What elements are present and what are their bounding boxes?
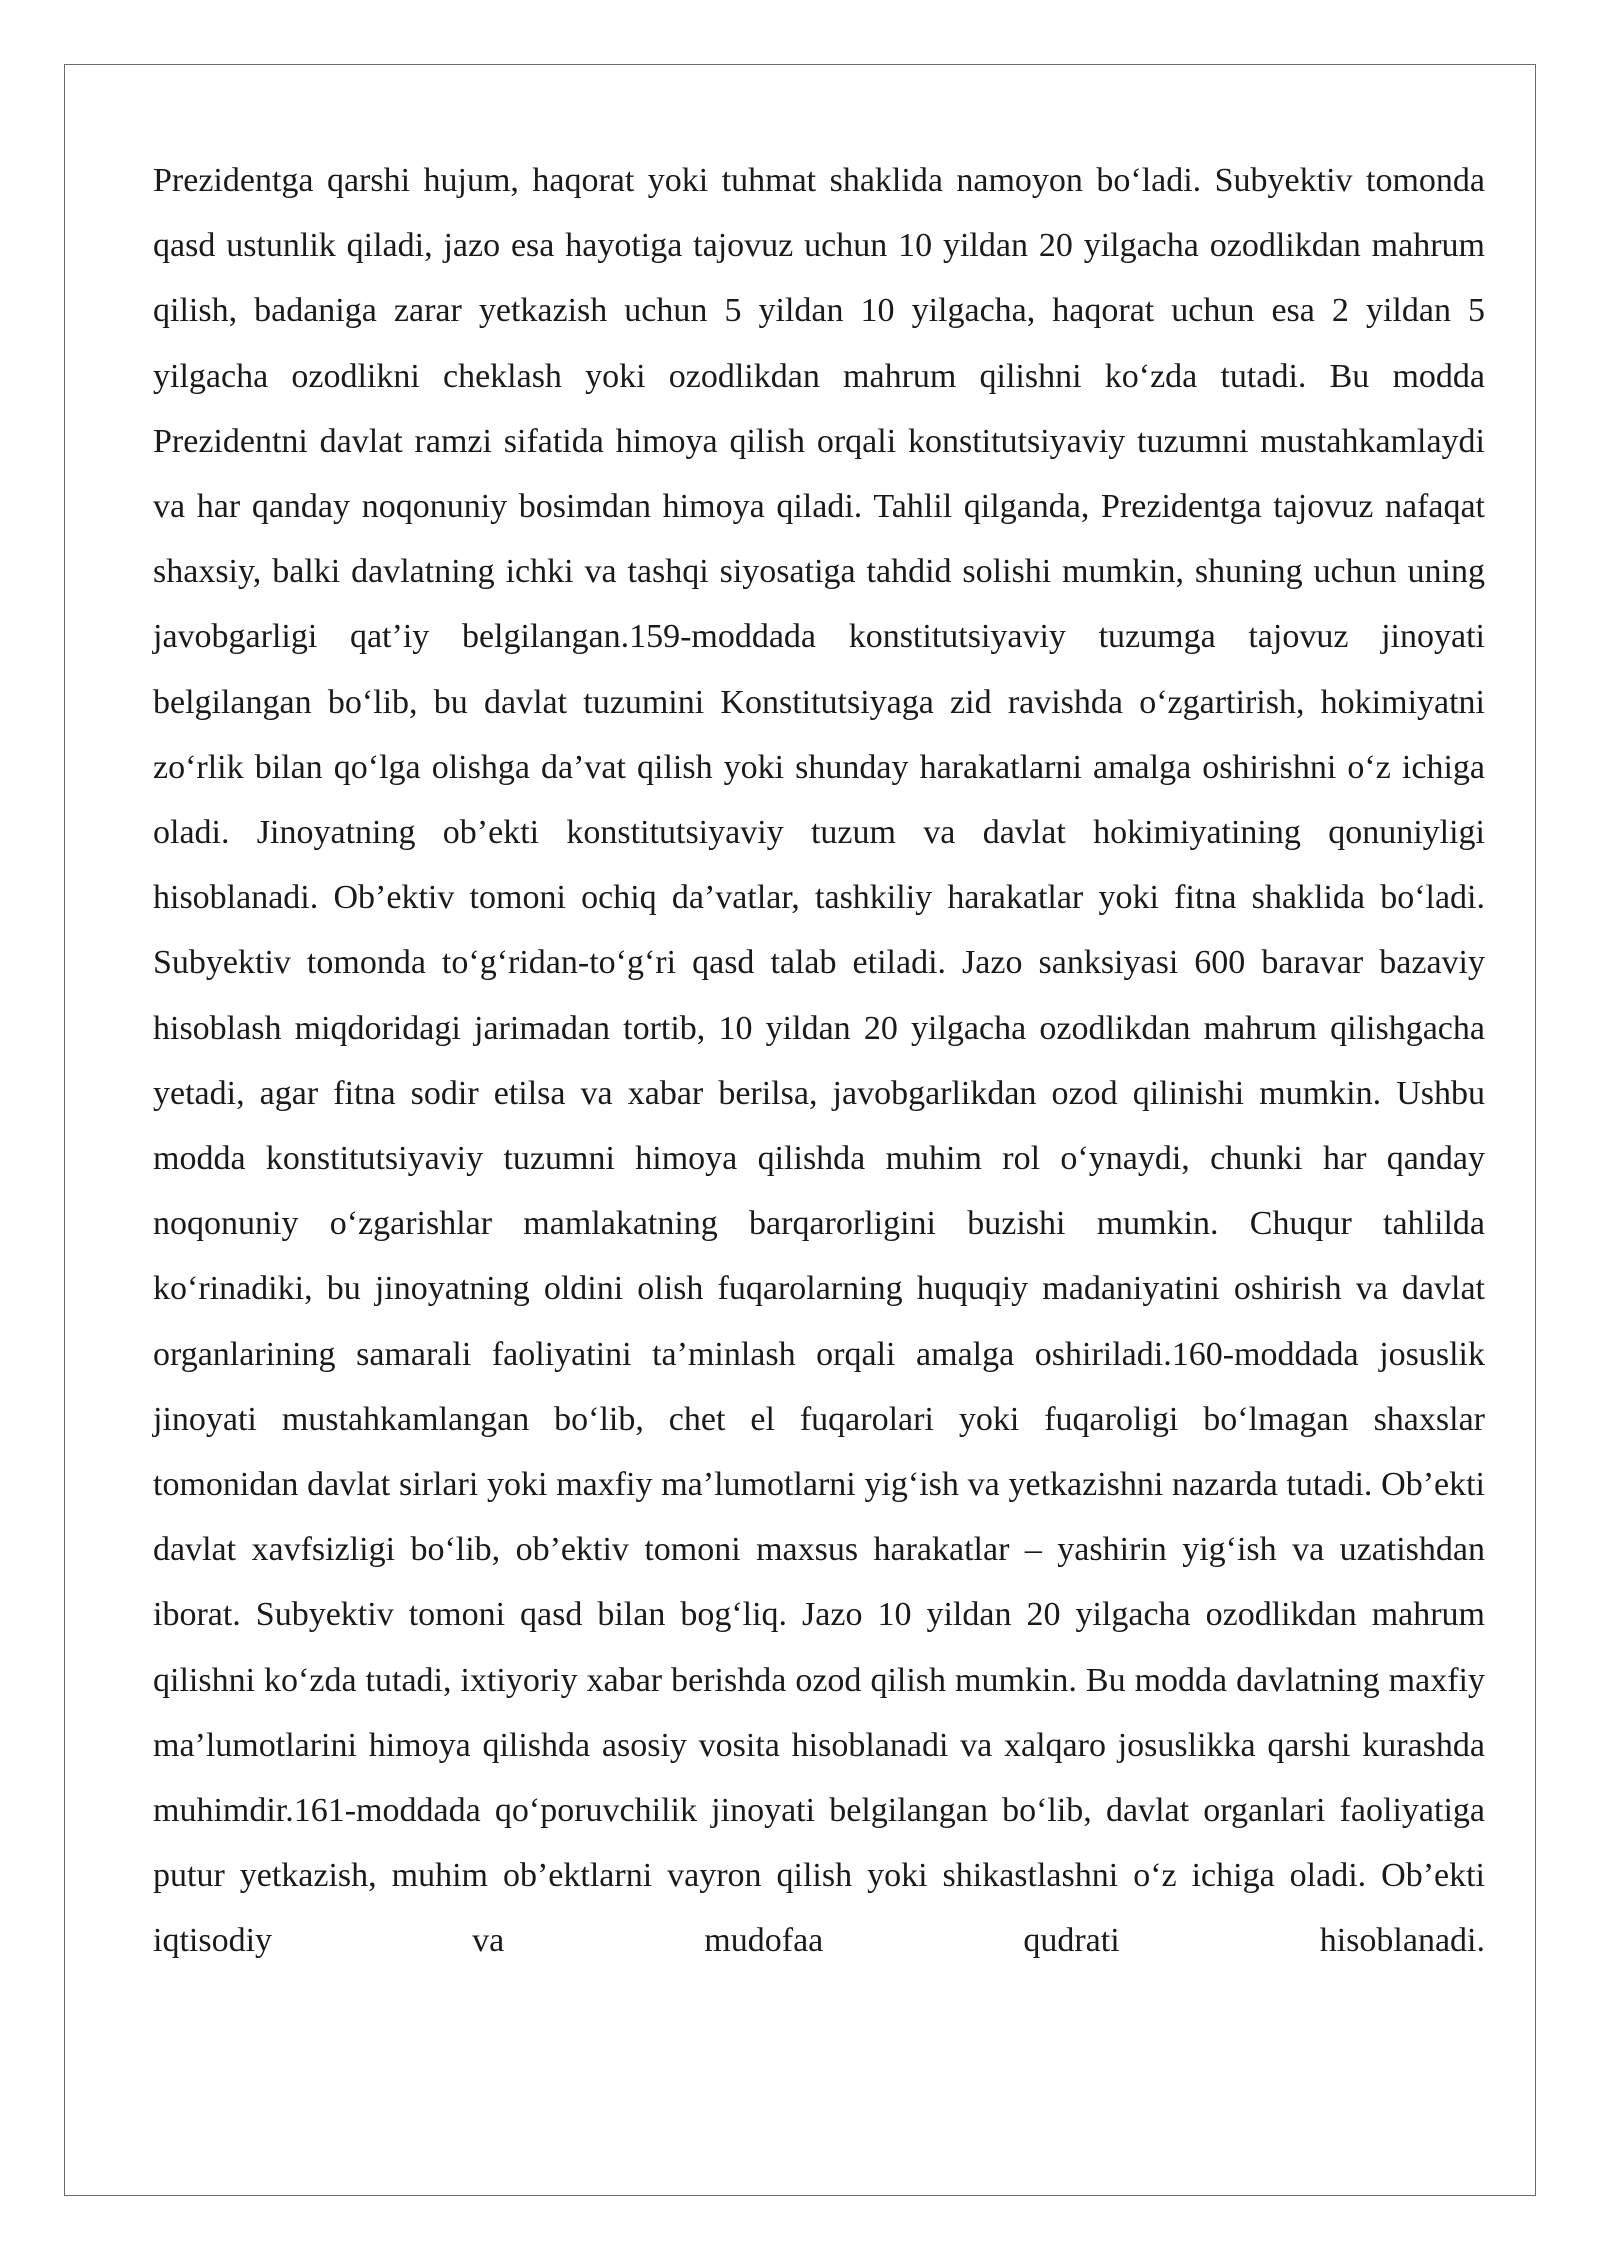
body-paragraph: Prezidentga qarshi hujum, haqorat yoki tuhmat shaklida namoyon bo‘ladi. Subyektiv tomonda qasd ustunlik qiladi, jazo esa hayotiga tajovuz uchun 10 yildan 20 yilgacha ozodlikdan mahrum qilish, badaniga zarar yetkazish uchun 5 yildan 10 yilgacha, haqorat uchun esa 2 yildan 5 yilgacha ozodlikni cheklash yoki ozodlikdan mahrum qilishni ko‘zda tutadi. Bu modda Prezidentni davlat ramzi sifatida himoya qilish orqali konstitutsiyaviy tuzumni mustahkamlaydi va har qanday noqonuniy bosimdan himoya qiladi. Tahlil qilganda, Prezidentga tajovuz nafaqat shaxsiy, balki davlatning ichki va tashqi siyosatiga tahdid solishi mumkin, shuning uchun uning javobgarligi qat’iy belgilangan.159-moddada konstitutsiyaviy tuzumga tajovuz jinoyati belgilangan bo‘lib, bu davlat tuzumini Konstitutsiyaga zid ravishda o‘zgartirish, hokimiyatni zo‘rlik bilan qo‘lga olishga da’vat qilish yoki shunday harakatlarni amalga oshirishni o‘z ichiga oladi. Jinoyatning ob’ekti konstitutsiyaviy tuzum va davlat hokimiyatining qonuniyligi hisoblanadi. Ob’ektiv tomoni ochiq da’vatlar, tashkiliy harakatlar yoki fitna shaklida bo‘ladi. Subyektiv tomonda to‘g‘ridan-to‘g‘ri qasd talab etiladi. Jazo sanksiyasi 600 baravar bazaviy hisoblash miqdoridagi jarimadan tortib, 10 yildan 20 yilgacha ozodlikdan mahrum qilishgacha yetadi, agar fitna sodir etilsa va xabar berilsa, javobgarlikdan ozod qilinishi mumkin. Ushbu modda konstitutsiyaviy tuzumni himoya qilishda muhim rol o‘ynaydi, chunki har qanday noqonuniy o‘zgarishlar mamlakatning barqarorligini buzishi mumkin. Chuqur tahlilda ko‘rinadiki, bu jinoyatning oldini olish fuqarolarning huquqiy madaniyatini oshirish va davlat organlarining samarali faoliyatini ta’minlash orqali amalga oshiriladi.160-moddada josuslik jinoyati mustahkamlangan bo‘lib, chet el fuqarolari yoki fuqaroligi bo‘lmagan shaxslar tomonidan davlat sirlari yoki maxfiy ma’lumotlarni yig‘ish va yetkazishni nazarda tutadi. Ob’ekti davlat xavfsizligi bo‘lib, ob’ektiv tomoni maxsus harakatlar – yashirin yig‘ish va uzatishdan iborat. Subyektiv tomoni qasd bilan bog‘liq. Jazo 10 yildan 20 yilgacha ozodlikdan mahrum qilishni ko‘zda tutadi, ixtiyoriy xabar berishda ozod qilish mumkin. Bu modda davlatning maxfiy ma’lumotlarini himoya qilishda asosiy vosita hisoblanadi va xalqaro josuslikka qarshi kurashda muhimdir.161-moddada qo‘poruvchilik jinoyati belgilangan bo‘lib, davlat organlari faoliyatiga putur yetkazish, muhim ob’ektlarni vayron qilish yoki shikastlashni o‘z ichiga oladi. Ob’ekti iqtisodiy va mudofaa qudrati hisoblanadi. — [153, 162, 1485, 1960]
